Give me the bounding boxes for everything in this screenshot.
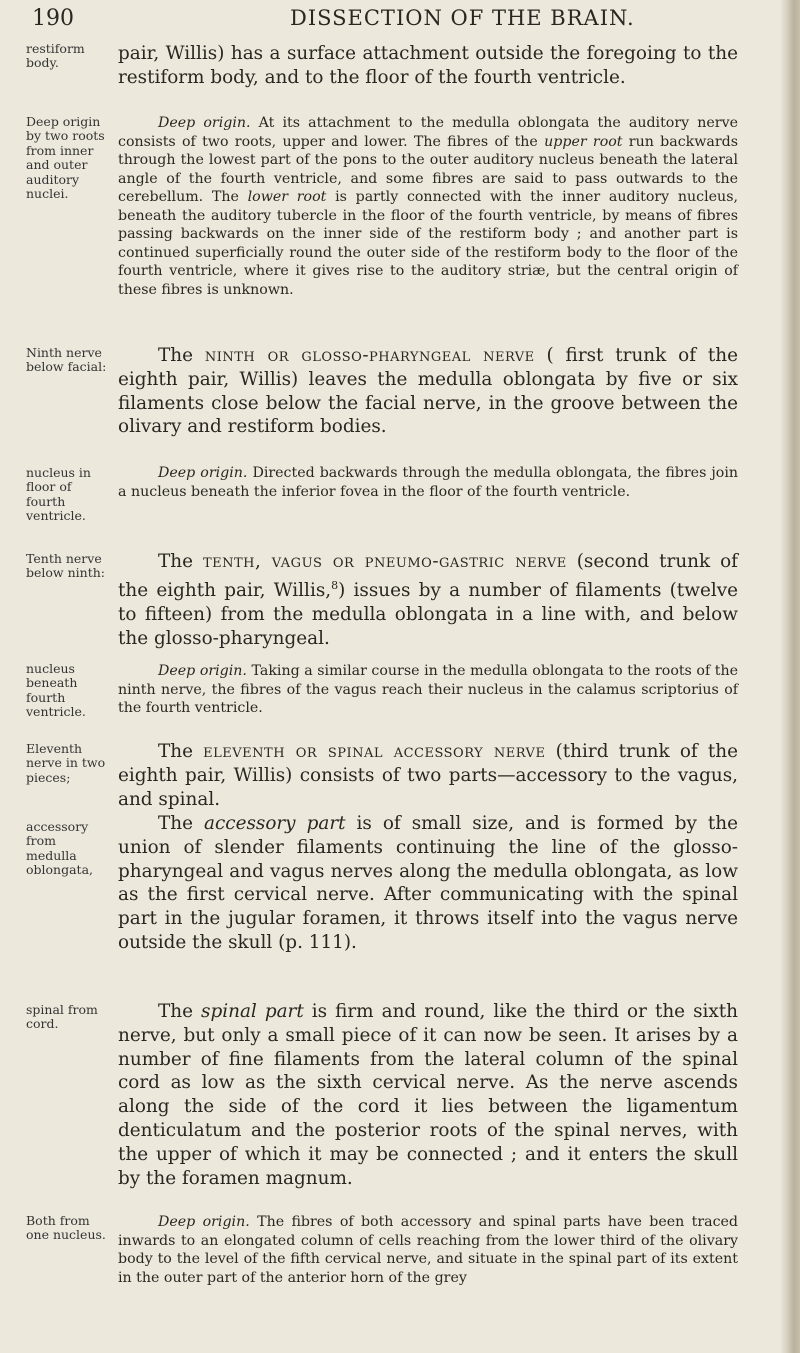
paragraph-ninth-nerve: The ninth or glosso-pharyngeal nerve ( first trunk of the eighth pair, Willis) leaves the medulla oblongata by five or six filaments close below the facial nerve, in the groove between the olivary and restiform bodies. [118, 345, 738, 438]
paragraph-spinal-part: The spinal part is firm and round, like the third or the sixth nerve, but only a small piece of it can now be seen. It arises by a number of fine filaments from the lateral column of the spinal cord as low as the sixth cervical nerve. As the nerve ascends along the side of the cord it lies between the ligamentum denticulatum and the posterior roots of the spinal nerves, with the upper of which it may be connected ; and it enters the skull by the foramen magnum. [118, 1001, 739, 1189]
page-number: 190 [32, 6, 74, 31]
nerve-name-tenth: tenth, vagus or pneumo-gastric nerve [202, 551, 567, 572]
margin-note-eleventh-nerve: Eleventh nerve in two pieces; [26, 741, 106, 785]
paragraph-accessory-part: The accessory part is of small size, and is formed by the union of slender filaments continuing the line of the glosso-pharyngeal and vagus nerves along the medulla oblongata, as low as the first cervical nerve. After communicating with the spinal part in the jugular foramen, it throws itself into the vagus nerve outside the skull (p. 111). [118, 813, 738, 953]
paragraph-auditory-attachment: pair, Willis) has a surface attachment outside the foregoing to the restiform body, and to the floor of the fourth ventricle. [118, 43, 738, 88]
margin-note-ninth-nucleus: nucleus in floor of fourth ventricle. [26, 465, 91, 524]
paragraph-auditory-deep-origin: Deep origin. At its attachment to the medulla oblongata the auditory nerve consists of two roots, upper and lower. The fibres of the upper root run backwards through the lowest part of the pons to the outer auditory nucleus beneath the lateral angle of the fourth ventricle, and some fibres are said to pass outwards to the cerebellum. The lower root is partly connected with the inner auditory nucleus, beneath the auditory tubercle in the floor of the fourth ventricle, by means of fibres passing backwards on the inner side of the restiform body ; and another part is continued superficially round the outer side of the restiform body to the floor of the fourth ventricle, where it gives rise to the auditory striæ, but the central origin of these fibres is unknown. [118, 115, 738, 298]
paragraph-tenth-deep-origin: Deep origin. Taking a similar course in the medulla oblongata to the roots of the ninth nerve, the fibres of the vagus reach their nucleus in the calamus scriptorius of the fourth ventricle. [118, 663, 738, 716]
page-header [0, 4, 780, 34]
footnote-ref: 8 [331, 578, 339, 592]
margin-note-tenth-nerve: Tenth nerve below ninth: [26, 551, 105, 581]
paragraph-eleventh-nerve: The eleventh or spinal accessory nerve (third trunk of the eighth pair, Willis) consists of two parts—accessory to the vagus, and spinal. [118, 741, 739, 810]
paragraph-eleventh-deep-origin: Deep origin. The fibres of both accessory and spinal parts have been traced inwards to an elongated column of cells reaching from the lower third of the olivary body to the level of the fifth cervical nerve, and situate in the spinal part of its extent in the outer part of the anterior horn of the grey [118, 1214, 738, 1286]
margin-note-ninth-nerve: Ninth nerve below facial: [26, 345, 107, 375]
margin-note-restiform: restiform body. [26, 41, 85, 71]
book-edge-shadow [780, 0, 800, 1353]
margin-note-both-nucleus: Both from one nucleus. [26, 1213, 106, 1243]
running-head: DISSECTION OF THE BRAIN. [290, 6, 635, 30]
margin-note-tenth-nucleus: nucleus beneath fourth ventricle. [26, 661, 86, 720]
margin-note-spinal: spinal from cord. [26, 1002, 98, 1032]
paragraph-ninth-deep-origin: Deep origin. Directed backwards through the medulla oblongata, the fibres join a nucleus beneath the inferior fovea in the floor of the fourth ventricle. [118, 465, 738, 500]
nerve-name-eleventh: eleventh or spinal accessory nerve [203, 741, 546, 762]
margin-note-deep-origin-auditory: Deep origin by two roots from inner and outer auditory nuclei. [26, 114, 105, 202]
paragraph-tenth-nerve: The tenth, vagus or pneumo-gastric nerve (second trunk of the eighth pair, Willis,$^8$) issues by a number of filaments (twelve to fifteen) from the medulla oblongata in a line with, and below the glosso-pharyngeal. [118, 551, 738, 649]
margin-note-accessory: accessory from medulla oblongata, [26, 819, 94, 878]
nerve-name-ninth: ninth or glosso-pharyngeal nerve [204, 345, 535, 366]
